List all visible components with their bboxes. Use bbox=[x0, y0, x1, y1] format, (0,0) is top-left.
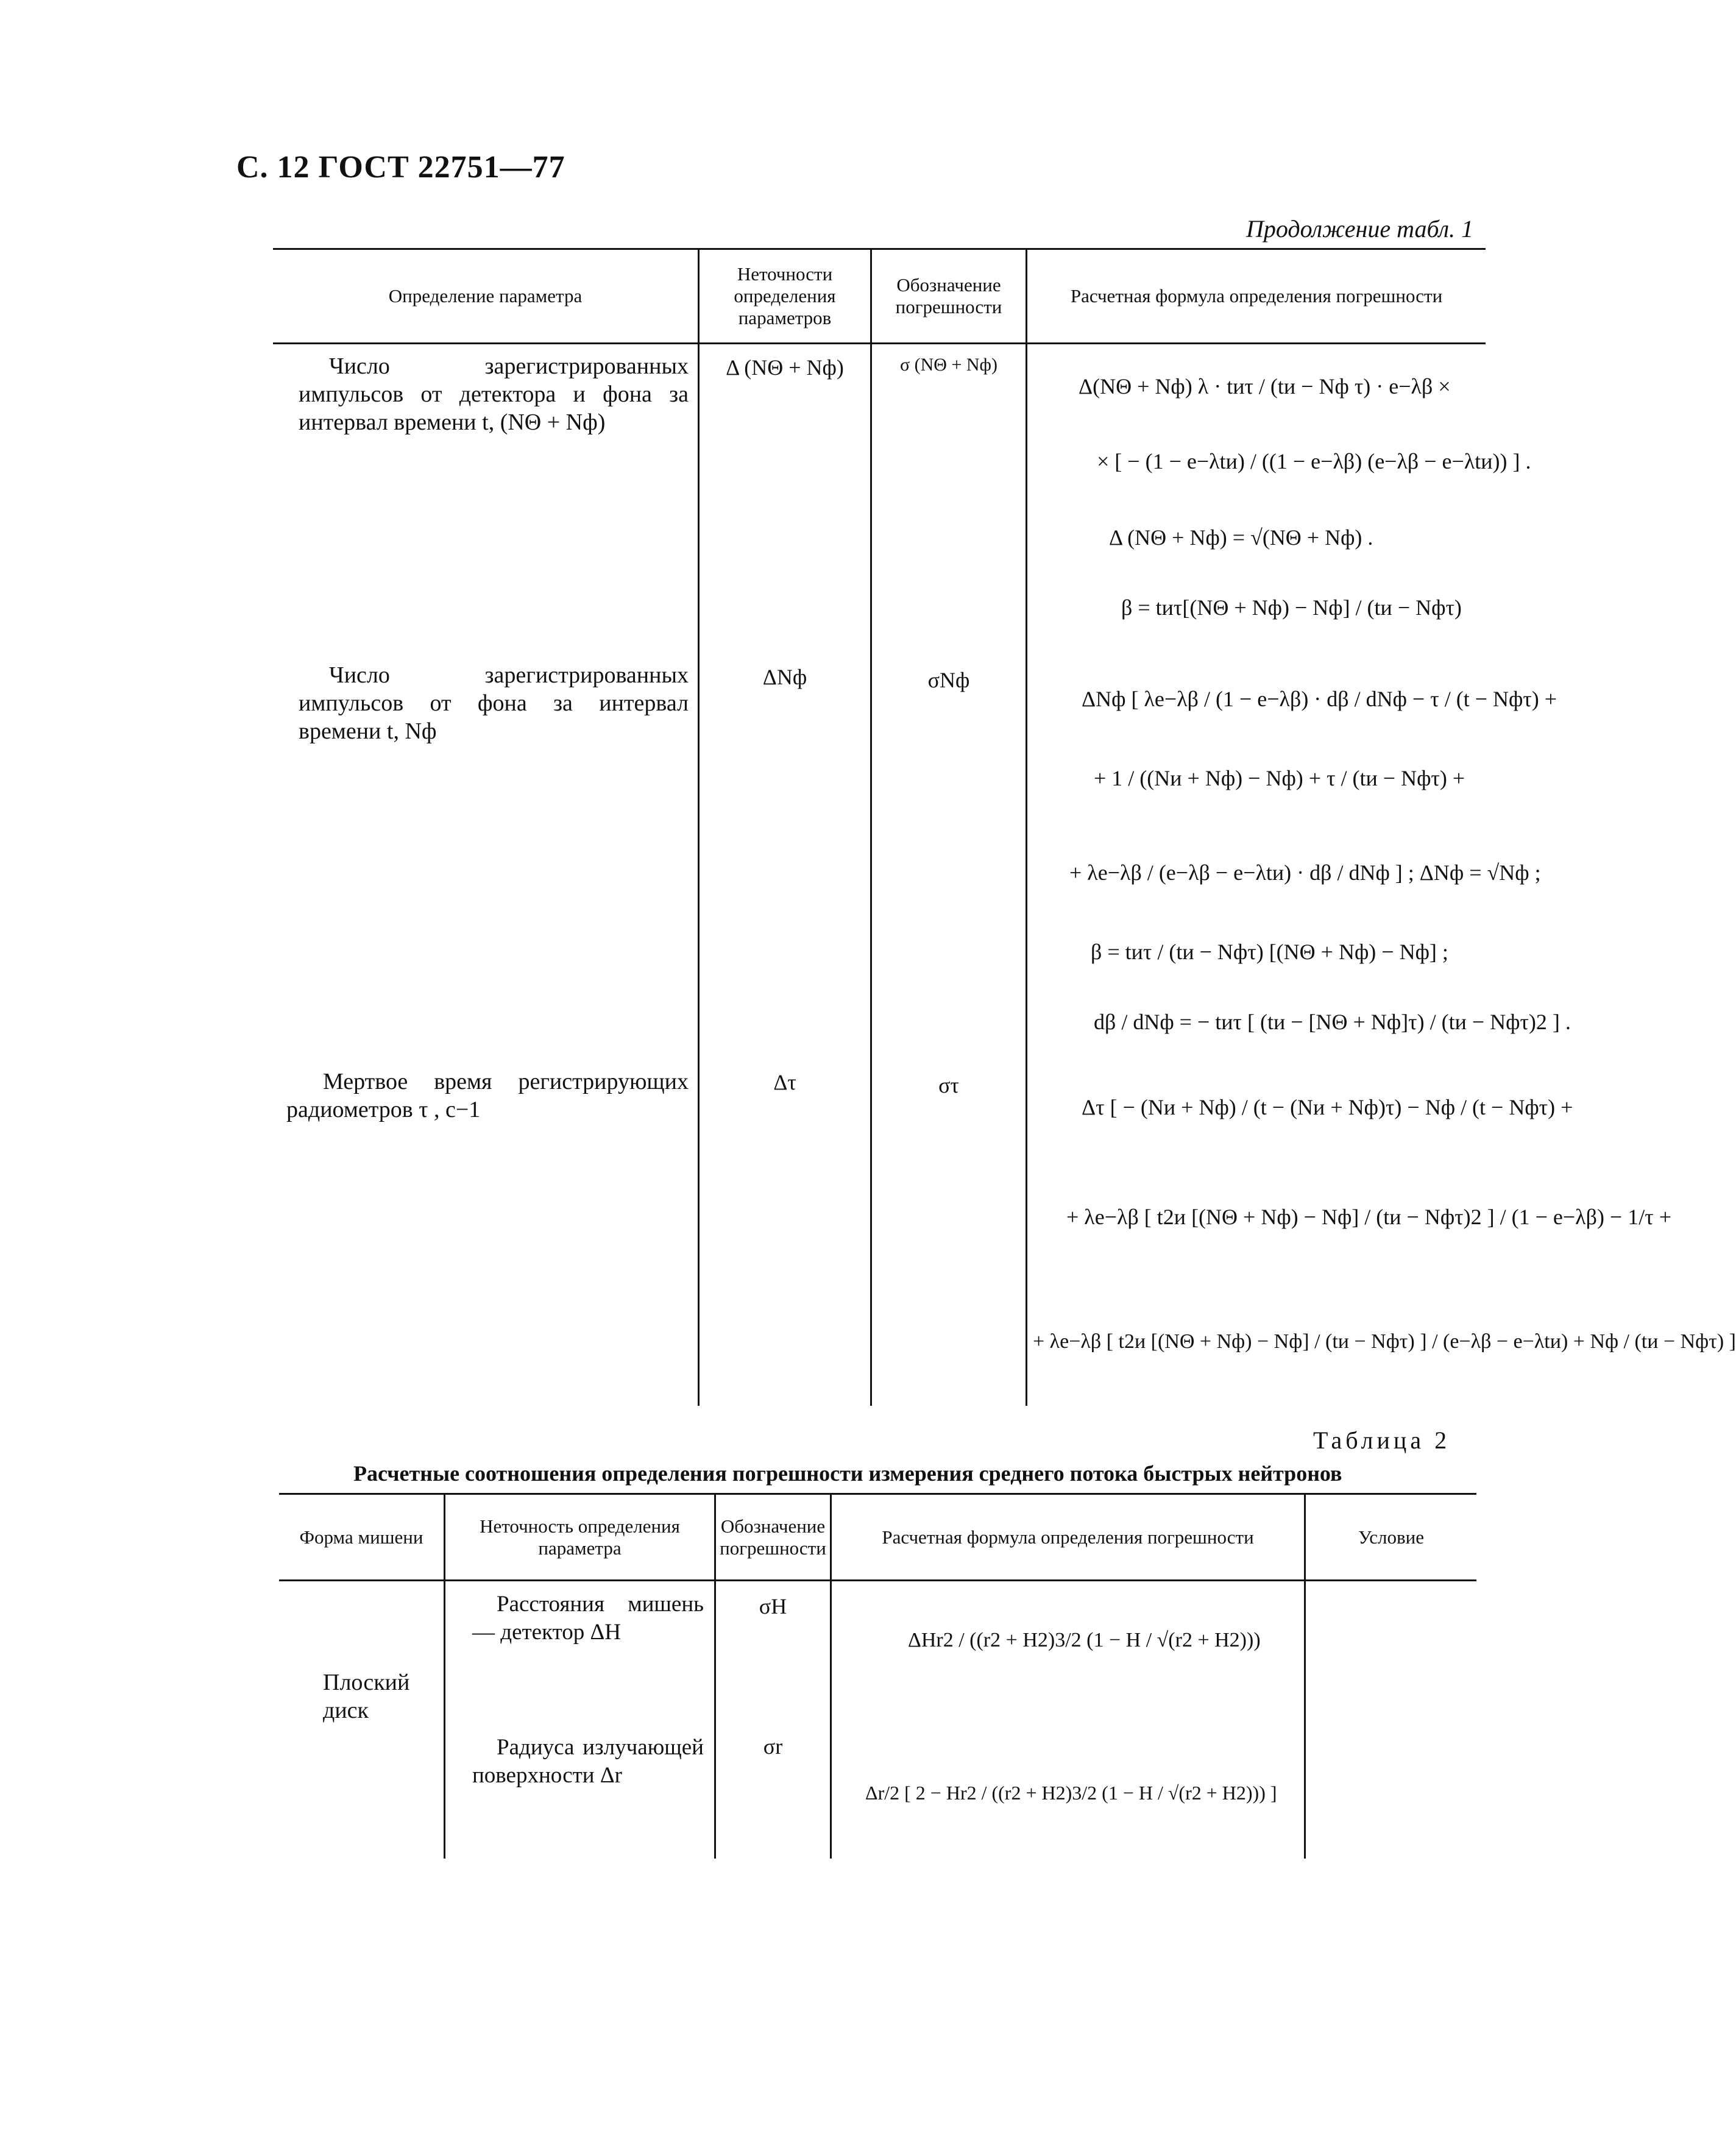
table1-row1-symbol: σ (NΘ + Nф) bbox=[899, 355, 997, 375]
table2-header-form: Форма мишени bbox=[299, 1526, 423, 1548]
table1-header-inaccuracy: Неточности определения параметров bbox=[734, 263, 836, 328]
table1-row2-formula-3: + λe−λβ / (e−λβ − e−λtи) · dβ / dNф ] ; ΔNф = √Nф ; bbox=[1069, 860, 1541, 885]
table2-header-condition: Условие bbox=[1358, 1526, 1424, 1548]
page-header: С. 12 ГОСТ 22751—77 bbox=[236, 150, 565, 185]
table1-row2-formula-4: β = tиτ / (tи − Nфτ) [(NΘ + Nф) − Nф] ; bbox=[1091, 940, 1448, 964]
table2-header-rule bbox=[279, 1579, 1476, 1581]
table1-row1-formula-3: Δ (NΘ + Nф) = √(NΘ + Nф) . bbox=[1109, 525, 1373, 550]
table1-col-divider-3 bbox=[1026, 248, 1027, 1406]
table-continuation-label: Продолжение табл. 1 bbox=[1246, 215, 1474, 243]
table1-header-definition: Определение параметра bbox=[388, 285, 583, 307]
table1-header-symbol: Обозначение погрешности bbox=[895, 274, 1002, 317]
table2-row1-inaccuracy: Расстояния мишень — детектор ΔH bbox=[472, 1592, 704, 1645]
table2-row2-formula: Δr/2 [ 2 − Hr2 / ((r2 + H2)3/2 (1 − H / √(r2 + H2))) ] bbox=[865, 1782, 1277, 1804]
table2-label: Таблица 2 bbox=[1313, 1427, 1451, 1454]
table1-row1-formula-1: Δ(NΘ + Nф) λ · tиτ / (tи − Nф τ) · e−λβ × bbox=[1079, 374, 1451, 399]
table2-header-formula: Расчетная формула определения погрешности bbox=[882, 1526, 1254, 1548]
table1-row3-formula-2: + λe−λβ [ t2и [(NΘ + Nф) − Nф] / (tи − Nфτ)2 ] / (1 − e−λβ) − 1/τ + bbox=[1066, 1205, 1672, 1229]
table1-header-rule bbox=[273, 342, 1486, 344]
table2-header-symbol: Обозначение погрешности bbox=[720, 1515, 826, 1559]
table1-row1-formula-4: β = tиτ[(NΘ + Nф) − Nф] / (tи − Nфτ) bbox=[1121, 595, 1462, 620]
table1-row3-definition: Мертвое время регистрирующих радиометров τ , с−1 bbox=[286, 1069, 689, 1122]
table2-row1-symbol: σH bbox=[759, 1594, 787, 1618]
table1-row3-symbol: στ bbox=[938, 1073, 959, 1097]
table1-row1-formula-2: × [ − (1 − e−λtи) / ((1 − e−λβ) (e−λβ − e−λtи)) ] . bbox=[1097, 449, 1531, 473]
table2-row2-inaccuracy: Радиуса излучающей поверхности Δr bbox=[472, 1735, 704, 1788]
table1-row3-inaccuracy: Δτ bbox=[773, 1070, 796, 1094]
table1-row1-definition: Число зарегистрированных импульсов от детектора и фона за интервал времени t, (NΘ + Nф) bbox=[299, 353, 689, 435]
table2-form-value: Плоский диск bbox=[323, 1670, 410, 1723]
table2-header-inaccuracy: Неточность определения параметра bbox=[480, 1515, 680, 1559]
table1-row2-formula-1: ΔNф [ λe−λβ / (1 − e−λβ) · dβ / dNф − τ / (t − Nфτ) + bbox=[1082, 687, 1557, 711]
table2-row1-formula: ΔHr2 / ((r2 + H2)3/2 (1 − H / √(r2 + H2))) bbox=[908, 1629, 1261, 1651]
table1-row2-symbol: σNф bbox=[927, 668, 970, 692]
table1-col-divider-1 bbox=[698, 248, 700, 1406]
table1-header-formula: Расчетная формула определения погрешности bbox=[1070, 285, 1443, 307]
table1-row2-definition: Число зарегистрированных импульсов от фона за интервал времени t, Nф bbox=[299, 662, 689, 744]
table1-row2-inaccuracy: ΔNф bbox=[762, 665, 807, 689]
table2-row2-symbol: σr bbox=[763, 1734, 783, 1759]
table1-row3-formula-1: Δτ [ − (Nи + Nф) / (t − (Nи + Nф)τ) − Nф / (t − Nфτ) + bbox=[1082, 1095, 1573, 1119]
table1-row2-formula-5: dβ / dNф = − tиτ [ (tи − [NΘ + Nф]τ) / (tи − Nфτ)2 ] . bbox=[1094, 1010, 1571, 1034]
table1-col-divider-2 bbox=[870, 248, 872, 1406]
table2-title: Расчетные соотношения определения погрешности измерения среднего потока быстрых нейтронов bbox=[353, 1461, 1342, 1486]
table1-row3-formula-3: + λe−λβ [ t2и [(NΘ + Nф) − Nф] / (tи − Nфτ) ] / (e−λβ − e−λtи) + Nф / (tи − Nфτ) ] bbox=[1033, 1330, 1736, 1353]
table1-row1-inaccuracy: Δ (NΘ + Nф) bbox=[726, 355, 844, 380]
table1-row2-formula-2: + 1 / ((Nи + Nф) − Nф) + τ / (tи − Nфτ) + bbox=[1094, 766, 1465, 790]
